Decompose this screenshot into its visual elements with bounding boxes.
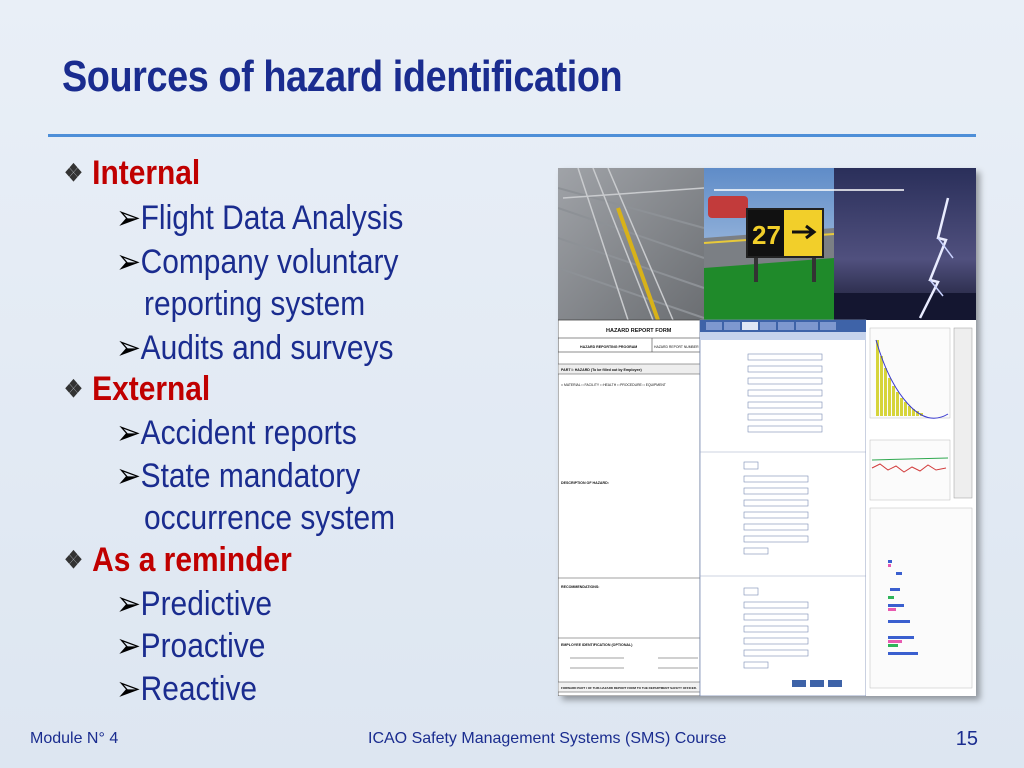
bullet-internal: ❖ Internal [64, 154, 201, 192]
diamond-bullet-icon: ❖ [64, 376, 83, 403]
bullet-predictive: ➢Predictive [116, 585, 273, 623]
form-checks: □ MATERIAL □ FACILITY □ HEALTH □ PROCEDURE □ EQUIPMENT [561, 383, 666, 387]
web-report-form [700, 320, 866, 696]
diamond-bullet-icon: ❖ [64, 547, 83, 574]
bullet-flight-data: ➢Flight Data Analysis [116, 199, 404, 237]
footer-module: Module N° 4 [30, 730, 119, 747]
arrow-bullet-icon: ➢ [116, 329, 142, 367]
slide-title: Sources of hazard identification [62, 52, 623, 101]
arrow-bullet-icon: ➢ [116, 457, 142, 495]
runway-photo [558, 168, 704, 320]
arrow-bullet-icon: ➢ [116, 585, 142, 623]
form-number: HAZARD REPORT NUMBER [654, 345, 699, 349]
arrow-bullet-icon: ➢ [116, 243, 142, 281]
diamond-bullet-icon: ❖ [64, 160, 83, 187]
bullet-reactive: ➢Reactive [116, 670, 258, 708]
bullet-occurrence-system: occurrence system [144, 499, 396, 537]
arrow-bullet-icon: ➢ [116, 670, 142, 708]
data-analysis-charts [866, 320, 976, 696]
form-description: DESCRIPTION OF HAZARD: [561, 481, 609, 485]
arrow-bullet-icon: ➢ [116, 199, 142, 237]
collage-svg [558, 168, 976, 696]
form-employee: EMPLOYEE IDENTIFICATION (OPTIONAL) [561, 643, 633, 647]
arrow-bullet-icon: ➢ [116, 414, 142, 452]
bullet-accident-reports: ➢Accident reports [116, 414, 357, 452]
arrow-bullet-icon: ➢ [116, 627, 142, 665]
form-program: HAZARD REPORTING PROGRAM [580, 345, 638, 349]
sign-number: 27 [752, 220, 781, 250]
bullet-state-mandatory: ➢State mandatory [116, 457, 361, 495]
form-part1: PART I: HAZARD (To be filled out by Employee) [561, 368, 642, 372]
title-divider [48, 134, 976, 137]
footer-course: ICAO Safety Management Systems (SMS) Course [368, 730, 727, 747]
bullet-reporting-system: reporting system [144, 285, 366, 323]
form-title: HAZARD REPORT FORM [606, 328, 672, 334]
bullet-external: ❖ External [64, 370, 211, 408]
bullet-reminder: ❖ As a reminder [64, 541, 292, 579]
form-recommendations: RECOMMENDATIONS: [561, 585, 600, 589]
bullet-proactive: ➢Proactive [116, 627, 266, 665]
page-number: 15 [955, 728, 978, 750]
form-forward: FORWARD PART I OF THIS HAZARD REPORT FORM TO THE DEPARTMENT SAFETY OFFICER. [561, 686, 697, 690]
collage-image [558, 168, 976, 696]
bullet-company-voluntary: ➢Company voluntary [116, 243, 399, 281]
hazard-report-form [558, 320, 700, 696]
taxiway-sign-photo [704, 168, 834, 320]
bullet-audits: ➢Audits and surveys [116, 329, 394, 367]
